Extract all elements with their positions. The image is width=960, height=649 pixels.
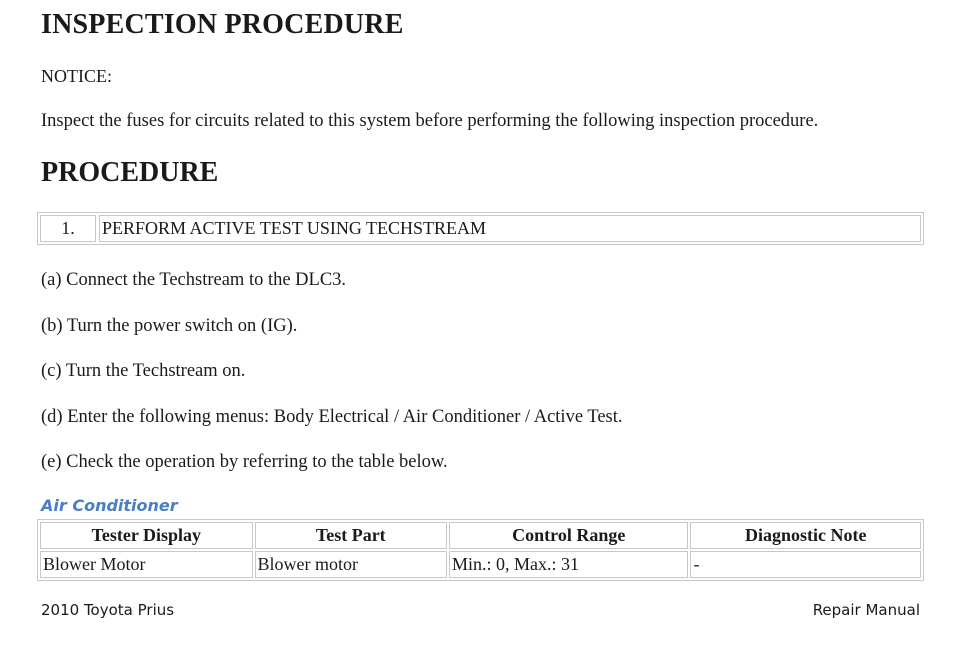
page-title: INSPECTION PROCEDURE — [41, 9, 404, 40]
table-cell: - — [690, 551, 921, 578]
instruction-list — [41, 269, 623, 497]
table-cell: Blower motor — [255, 551, 448, 578]
notice-text: Inspect the fuses for circuits related to this system before performing the following inspection procedure. — [41, 111, 819, 131]
notice-label: NOTICE: — [41, 66, 112, 86]
active-test-table — [37, 519, 924, 581]
step-box — [37, 212, 924, 245]
list-item: (b) Turn the power switch on (IG). — [41, 315, 298, 336]
list-item: (a) Connect the Techstream to the DLC3. — [41, 270, 347, 290]
step-title: PERFORM ACTIVE TEST USING TECHSTREAM — [99, 215, 921, 242]
column-header: Control Range — [449, 522, 688, 549]
column-header: Test Part — [255, 522, 448, 549]
footer-vehicle: 2010 Toyota Prius — [41, 601, 175, 619]
column-header: Tester Display — [40, 522, 253, 549]
footer-manual: Repair Manual — [812, 601, 920, 619]
column-header: Diagnostic Note — [690, 522, 921, 549]
list-item: (d) Enter the following menus: Body Electrical / Air Conditioner / Active Test. — [41, 406, 623, 427]
list-item: (e) Check the operation by referring to the table below. — [41, 452, 448, 472]
table-header-row — [40, 522, 921, 549]
table-row — [40, 551, 921, 578]
list-item: (c) Turn the Techstream on. — [41, 361, 246, 381]
table-caption: Air Conditioner — [41, 496, 178, 515]
table-cell: Min.: 0, Max.: 31 — [449, 551, 688, 578]
table-cell: Blower Motor — [40, 551, 253, 578]
procedure-heading: PROCEDURE — [41, 157, 219, 188]
step-number: 1. — [40, 215, 96, 242]
